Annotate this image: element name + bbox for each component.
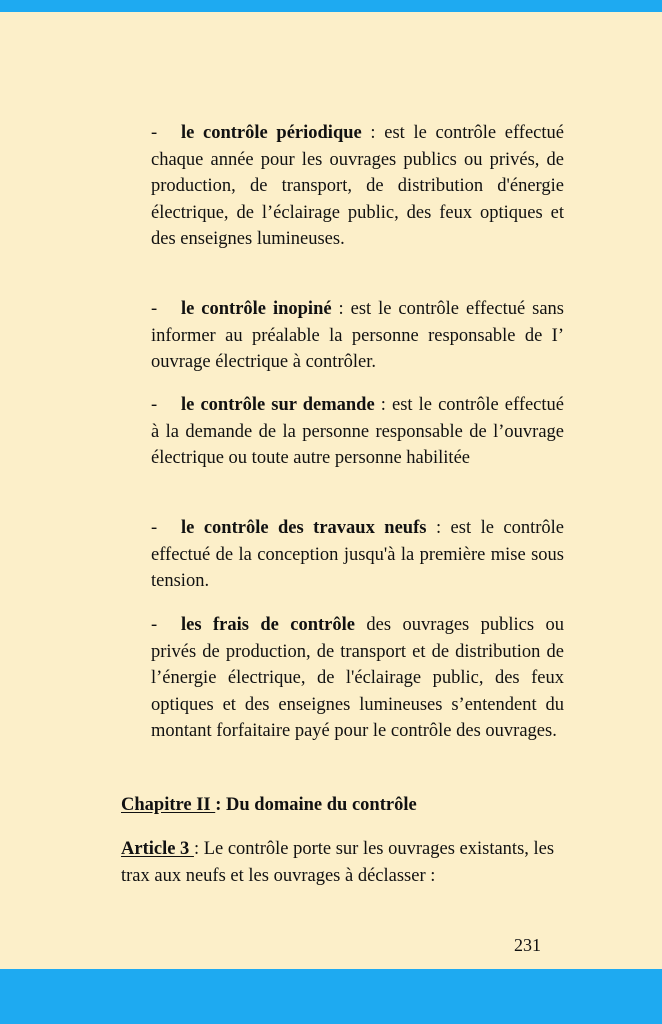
bullet-dash: - [151, 395, 158, 415]
definition-term: le contrôle des travaux neufs [181, 518, 427, 538]
bottom-band [0, 969, 662, 1024]
definition-text: : est le contrôle effectué à la demande de la personne responsable de l’ouvrage électrique ou toute autre personne habilitée [151, 395, 564, 468]
chapter-title: : Du domaine du contrôle [215, 795, 417, 815]
definition-text: : est le contrôle effectué chaque année pour les ouvrages publics ou privés, de production, de transport, de distribution d'énergie électrique, de l’éclairage public, des feux optiques et des enseignes lumineuses. [151, 123, 564, 249]
definition-term: les frais de contrôle [181, 615, 355, 635]
definition-term: le contrôle inopiné [181, 299, 332, 319]
definition-term: le contrôle périodique [181, 123, 362, 143]
definition-text: des ouvrages publics ou privés de production, de transport et de distribution de l’énergie électrique, de l'éclairage public, des feux optiques et des enseignes lumineuses s’entendent du montant forfaitaire payé pour le contrôle des ouvrages. [151, 615, 564, 741]
definition-item [151, 515, 564, 595]
definition-text: : est le contrôle effectué de la conception jusqu'à la première mise sous tension. [151, 518, 564, 591]
article-paragraph [121, 836, 564, 889]
top-band [0, 0, 662, 12]
definition-item [151, 612, 564, 745]
chapter-heading [121, 792, 564, 819]
bullet-dash: - [151, 123, 158, 143]
document-page [0, 12, 662, 969]
definition-text: : est le contrôle effectué sans informer au préalable la personne responsable de I’ ouvrage électrique à contrôler. [151, 299, 564, 372]
bullet-dash: - [151, 518, 158, 538]
chapter-label: Chapitre II [121, 795, 216, 815]
article-label: Article 3 [121, 839, 194, 859]
definition-item [151, 120, 564, 253]
definition-item [151, 296, 564, 376]
definition-item [151, 392, 564, 472]
article-text: : Le contrôle porte sur les ouvrages existants, les trax aux neufs et les ouvrages à déclasser : [121, 839, 555, 886]
bullet-dash: - [151, 299, 158, 319]
bullet-dash: - [151, 615, 158, 635]
definition-term: le contrôle sur demande [181, 395, 375, 415]
page-number: 231 [514, 935, 541, 955]
